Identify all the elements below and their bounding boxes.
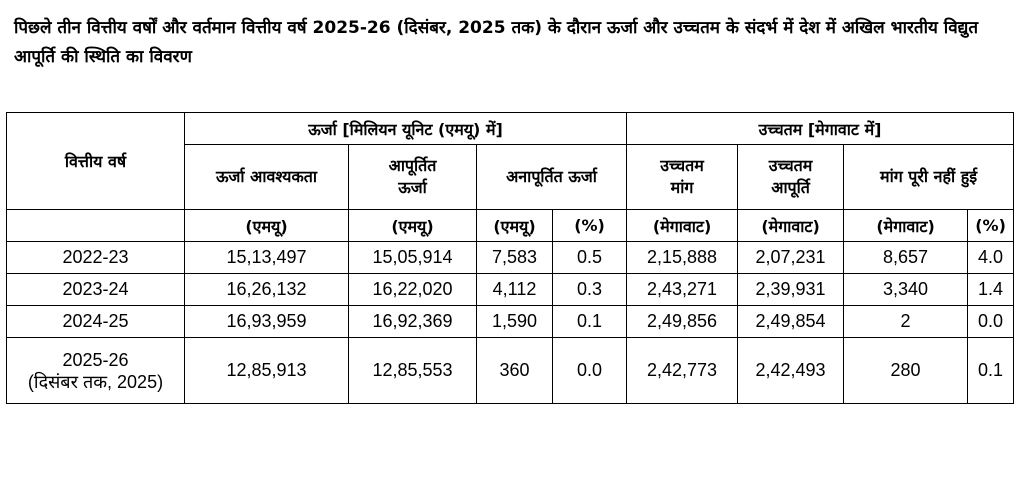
unit-empty	[7, 210, 185, 242]
cell-peak-demand: 2,49,856	[627, 306, 738, 338]
cell-peak-not-met-pct: 0.1	[968, 338, 1014, 404]
cell-supplied: 16,92,369	[349, 306, 477, 338]
unit-peak-demand: (मेगावाट)	[627, 210, 738, 242]
unit-energy-not-supplied: (एमयू)	[477, 210, 553, 242]
cell-not-supplied: 7,583	[477, 242, 553, 274]
cell-peak-demand: 2,43,271	[627, 274, 738, 306]
cell-fy-note: (दिसंबर तक, 2025)	[27, 371, 164, 392]
cell-peak-not-met-pct: 0.0	[968, 306, 1014, 338]
cell-peak-met: 2,42,493	[738, 338, 844, 404]
cell-peak-not-met: 8,657	[844, 242, 968, 274]
cell-not-supplied-pct: 0.3	[553, 274, 627, 306]
cell-peak-not-met: 2	[844, 306, 968, 338]
document-title: पिछले तीन वित्तीय वर्षों और वर्तमान वित्तीय वर्ष 2025-26 (दिसंबर, 2025 तक) के दौरान ऊर्जा और उच्चतम के संदर्भ में देश में अखिल भारतीय विद्युत आपूर्ति की स्थिति का विवरण	[14, 18, 979, 67]
cell-supplied: 16,22,020	[349, 274, 477, 306]
table-row	[7, 274, 1014, 306]
cell-requirement: 16,93,959	[185, 306, 349, 338]
cell-peak-demand: 2,15,888	[627, 242, 738, 274]
cell-fy-year: 2025-26	[62, 349, 129, 370]
cell-requirement: 16,26,132	[185, 274, 349, 306]
cell-peak-met: 2,49,854	[738, 306, 844, 338]
cell-not-supplied: 4,112	[477, 274, 553, 306]
cell-peak-met: 2,07,231	[738, 242, 844, 274]
table-row	[7, 242, 1014, 274]
cell-not-supplied-pct: 0.0	[553, 338, 627, 404]
power-supply-table	[6, 112, 1014, 404]
cell-fy: 2024-25	[7, 306, 185, 338]
header-energy-supplied-line1: आपूर्तित	[388, 156, 437, 175]
unit-peak-met: (मेगावाट)	[738, 210, 844, 242]
cell-peak-not-met-pct: 4.0	[968, 242, 1014, 274]
header-peak-demand	[627, 145, 738, 210]
cell-peak-not-met: 280	[844, 338, 968, 404]
header-peak-met	[738, 145, 844, 210]
header-peak-demand-line2: मांग	[670, 178, 694, 197]
table-row	[7, 306, 1014, 338]
cell-peak-not-met-pct: 1.4	[968, 274, 1014, 306]
cell-supplied: 15,05,914	[349, 242, 477, 274]
cell-requirement: 15,13,497	[185, 242, 349, 274]
cell-not-supplied: 360	[477, 338, 553, 404]
cell-requirement: 12,85,913	[185, 338, 349, 404]
cell-not-supplied-pct: 0.5	[553, 242, 627, 274]
header-energy-supplied-line2: ऊर्जा	[398, 178, 427, 197]
header-demand-not-met: मांग पूरी नहीं हुई	[844, 145, 1014, 210]
cell-peak-demand: 2,42,773	[627, 338, 738, 404]
cell-not-supplied: 1,590	[477, 306, 553, 338]
header-energy-group: ऊर्जा [मिलियन यूनिट (एमयू) में]	[185, 113, 627, 145]
cell-not-supplied-pct: 0.1	[553, 306, 627, 338]
unit-energy-requirement: (एमयू)	[185, 210, 349, 242]
cell-fy: 2023-24	[7, 274, 185, 306]
unit-energy-supplied: (एमयू)	[349, 210, 477, 242]
header-peak-demand-line1: उच्चतम	[660, 156, 704, 175]
cell-peak-not-met: 3,340	[844, 274, 968, 306]
header-peak-met-line1: उच्चतम	[768, 156, 813, 175]
unit-energy-not-supplied-pct: (%)	[553, 210, 627, 242]
unit-demand-not-met-pct: (%)	[968, 210, 1014, 242]
cell-fy: 2022-23	[7, 242, 185, 274]
cell-supplied: 12,85,553	[349, 338, 477, 404]
cell-peak-met: 2,39,931	[738, 274, 844, 306]
header-financial-year: वित्तीय वर्ष	[7, 113, 185, 210]
header-energy-not-supplied: अनापूर्तित ऊर्जा	[477, 145, 627, 210]
cell-fy	[7, 338, 185, 404]
header-energy-supplied	[349, 145, 477, 210]
unit-demand-not-met: (मेगावाट)	[844, 210, 968, 242]
header-energy-requirement: ऊर्जा आवश्यकता	[185, 145, 349, 210]
header-peak-group: उच्चतम [मेगावाट में]	[627, 113, 1014, 145]
table-row	[7, 338, 1014, 404]
header-peak-met-line2: आपूर्ति	[771, 178, 810, 197]
